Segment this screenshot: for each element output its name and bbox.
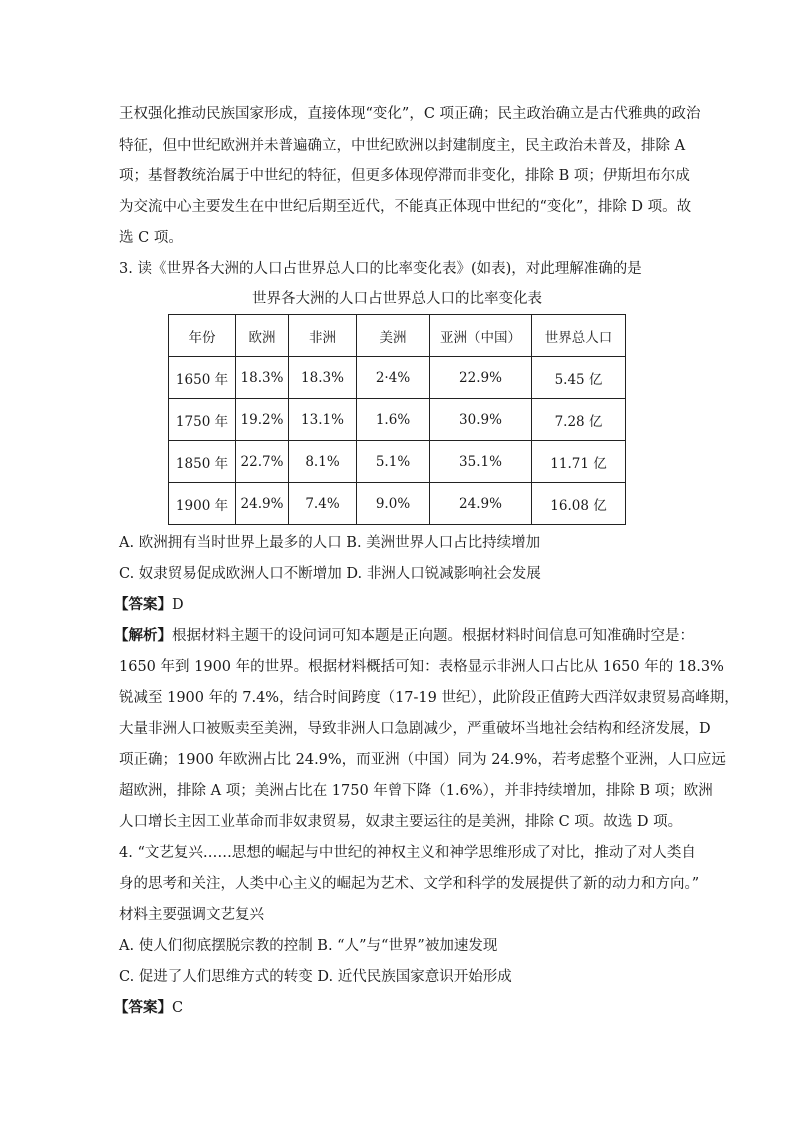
table-cell: 5.45 亿 xyxy=(532,357,626,399)
table-cell: 7.28 亿 xyxy=(532,399,626,441)
table-row xyxy=(169,357,626,399)
table-cell: 9.0% xyxy=(357,483,430,525)
analysis-line: 项正确；1900 年欧洲占比 24.9%，而亚洲（中国）同为 24.9%，若考虑整个亚洲，人口应远 xyxy=(119,752,726,768)
analysis-text: 根据材料主题干的设问词可知本题是正向题。根据材料时间信息可知准确时空是： xyxy=(172,628,694,644)
table-cell: 13.1% xyxy=(289,399,357,441)
answer-label: 【答案】 xyxy=(114,596,172,613)
question-4-options-cd: C. 促进了人们思维方式的转变 D. 近代民族国家意识开始形成 xyxy=(119,969,512,985)
table-cell: 1850 年 xyxy=(169,441,236,483)
table-cell: 2·4% xyxy=(357,357,430,399)
analysis-line: 人口增长主因工业革命而非奴隶贸易，奴隶主要运往的是美洲，排除 C 项。故选 D 项。 xyxy=(119,814,683,830)
answer-value: C xyxy=(172,1000,184,1016)
analysis-line: 超欧洲，排除 A 项；美洲占比在 1750 年曾下降（1.6%），并非持续增加，排除 B 项；欧洲 xyxy=(119,783,713,799)
table-title: 世界各大洲的人口占世界总人口的比率变化表 xyxy=(252,291,542,307)
table-cell: 1.6% xyxy=(357,399,430,441)
table-header-cell: 亚洲（中国） xyxy=(430,315,532,357)
analysis-line: 锐减至 1900 年的 7.4%，结合时间跨度（17-19 世纪），此阶段正值跨大西洋奴隶贸易高峰期， xyxy=(119,690,739,706)
table-cell: 1750 年 xyxy=(169,399,236,441)
table-cell: 19.2% xyxy=(236,399,289,441)
question-3-options-ab: A. 欧洲拥有当时世界上最多的人口 B. 美洲世界人口占比持续增加 xyxy=(119,535,541,551)
analysis-line xyxy=(114,626,694,646)
table-header-cell: 非洲 xyxy=(289,315,357,357)
paragraph-line: 为交流中心主要发生在中世纪后期至近代，不能真正体现中世纪的“变化”，排除 D 项。故 xyxy=(119,199,692,215)
answer-value: D xyxy=(172,597,184,613)
paragraph-line: 选 C 项。 xyxy=(119,230,183,246)
table-header-cell: 年份 xyxy=(169,315,236,357)
table-cell: 24.9% xyxy=(236,483,289,525)
table-cell: 35.1% xyxy=(430,441,532,483)
table-header-cell: 世界总人口 xyxy=(532,315,626,357)
table-cell: 16.08 亿 xyxy=(532,483,626,525)
question-3-stem: 3. 读《世界各大洲的人口占世界总人口的比率变化表》(如表)，对此理解准确的是 xyxy=(119,261,642,277)
table-cell: 22.9% xyxy=(430,357,532,399)
table-cell: 11.71 亿 xyxy=(532,441,626,483)
table-cell: 8.1% xyxy=(289,441,357,483)
question-3-options-cd: C. 奴隶贸易促成欧洲人口不断增加 D. 非洲人口锐减影响社会发展 xyxy=(119,566,541,582)
table-row xyxy=(169,441,626,483)
table-cell: 1900 年 xyxy=(169,483,236,525)
paragraph-line: 王权强化推动民族国家形成，直接体现“变化”，C 项正确；民主政治确立是古代雅典的政治 xyxy=(119,106,701,122)
population-table xyxy=(168,314,626,525)
analysis-label: 【解析】 xyxy=(114,627,172,644)
paragraph-line: 项；基督教统治属于中世纪的特征，但更多体现停滞而非变化，排除 B 项；伊斯坦布尔成 xyxy=(119,168,690,184)
question-4-stem: 材料主要强调文艺复兴 xyxy=(119,907,264,923)
table-cell: 7.4% xyxy=(289,483,357,525)
analysis-line: 1650 年到 1900 年的世界。根据材料概括可知：表格显示非洲人口占比从 1650 年的 18.3% xyxy=(119,659,724,675)
answer-label: 【答案】 xyxy=(114,999,172,1016)
question-4-stem: 身的思考和关注，人类中心主义的崛起为艺术、文学和科学的发展提供了新的动力和方向。” xyxy=(119,876,700,892)
answer-line xyxy=(114,998,689,1018)
paragraph-line: 特征，但中世纪欧洲并未普遍确立，中世纪欧洲以封建制度主，民主政治未普及，排除 A xyxy=(119,138,686,154)
table-cell: 5.1% xyxy=(357,441,430,483)
table-header-cell: 欧洲 xyxy=(236,315,289,357)
question-4-stem: 4. “文艺复兴……思想的崛起与中世纪的神权主义和神学思维形成了对比，推动了对人类自 xyxy=(119,845,696,861)
table-cell: 18.3% xyxy=(236,357,289,399)
table-header-row xyxy=(169,315,626,357)
table-header-cell: 美洲 xyxy=(357,315,430,357)
answer-line xyxy=(114,595,689,615)
table-cell: 22.7% xyxy=(236,441,289,483)
table-cell: 18.3% xyxy=(289,357,357,399)
table-row xyxy=(169,483,626,525)
table-cell: 1650 年 xyxy=(169,357,236,399)
analysis-line: 大量非洲人口被贩卖至美洲，导致非洲人口急剧减少，严重破坏当地社会结构和经济发展，D xyxy=(119,721,711,737)
table-cell: 24.9% xyxy=(430,483,532,525)
question-4-options-ab: A. 使人们彻底摆脱宗教的控制 B. “人”与“世界”被加速发现 xyxy=(119,938,498,954)
table-cell: 30.9% xyxy=(430,399,532,441)
table-row xyxy=(169,399,626,441)
